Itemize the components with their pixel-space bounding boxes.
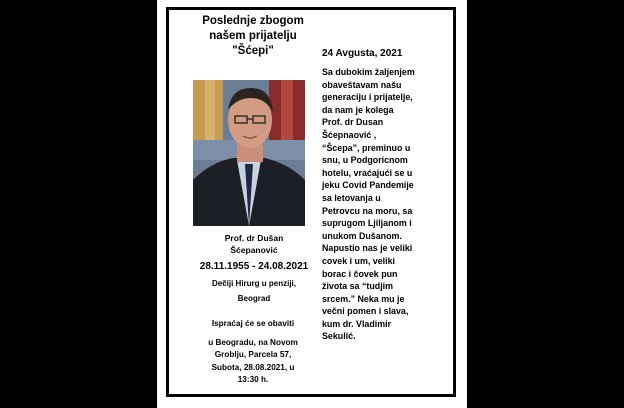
letter-line: Napustio nas je veliki	[322, 243, 413, 254]
letter-line: hotelu, vraćajući se u	[322, 167, 413, 178]
letter-line: Petrovcu na moru, sa	[322, 205, 413, 216]
person-role: Dečiji Hirurg u penziji,	[211, 279, 296, 288]
letter-line: života sa “tudjim	[322, 281, 394, 292]
memorial-page	[157, 0, 467, 408]
letter-body	[322, 66, 464, 343]
letter-line: unukom Dušanom.	[322, 230, 402, 241]
letter-line: “Šcepa”, preminuo u	[322, 142, 411, 153]
letter-line: generaciju i prijatelje,	[322, 92, 413, 103]
letter-line: da nam je kolega	[322, 104, 394, 115]
letter-line: suprugom Ljiljanom i	[322, 218, 412, 229]
letter-line: obaveštavam našu	[322, 79, 402, 90]
memorial-letter	[322, 47, 464, 343]
letter-line: jeku Covid Pandemije	[322, 180, 414, 191]
person-info	[179, 232, 329, 304]
person-name: Prof. dr Dušan	[224, 233, 284, 243]
title-line: "Šćepi"	[232, 45, 274, 57]
letter-line: Sekulić.	[322, 331, 356, 342]
letter-line: sa letovanja u	[322, 192, 381, 203]
title-line: našem prijatelju	[209, 30, 297, 42]
letter-line: Sa dubokim žaljenjem	[322, 67, 415, 77]
person-name: Šćepanović	[230, 245, 278, 255]
funeral-line: Subota, 28.08.2021, u	[211, 362, 295, 372]
letter-line: kum dr. Vladimir	[322, 318, 392, 329]
letter-line: večni pomen i slava,	[322, 306, 409, 317]
portrait-image	[193, 80, 305, 226]
life-dates: 28.11.1955 - 24.08.2021	[199, 261, 309, 272]
person-role: Beograd	[237, 294, 271, 303]
funeral-details	[183, 318, 323, 387]
letter-line: Šćepnaović ,	[322, 129, 377, 140]
funeral-line: Groblju, Parcela 57,	[214, 350, 292, 359]
letter-line: covek i um, veliki	[322, 255, 396, 266]
letter-line: snu, u Podgoricnom	[322, 155, 408, 166]
funeral-line: Ispraćaj će se obaviti	[211, 319, 295, 328]
letter-line: Prof. dr Dusan	[322, 117, 384, 128]
portrait-photo	[193, 80, 305, 226]
letter-line: borac i čovek pun	[322, 268, 398, 279]
memorial-title	[183, 14, 323, 59]
letter-date: 24 Avgusta, 2021	[322, 48, 403, 59]
letter-line: srcem.” Neka mu je	[322, 293, 405, 304]
funeral-line: u Beogradu, na Novom	[208, 337, 298, 347]
funeral-line: 13:30 h.	[237, 375, 269, 384]
title-line: Poslednje zbogom	[202, 15, 304, 27]
